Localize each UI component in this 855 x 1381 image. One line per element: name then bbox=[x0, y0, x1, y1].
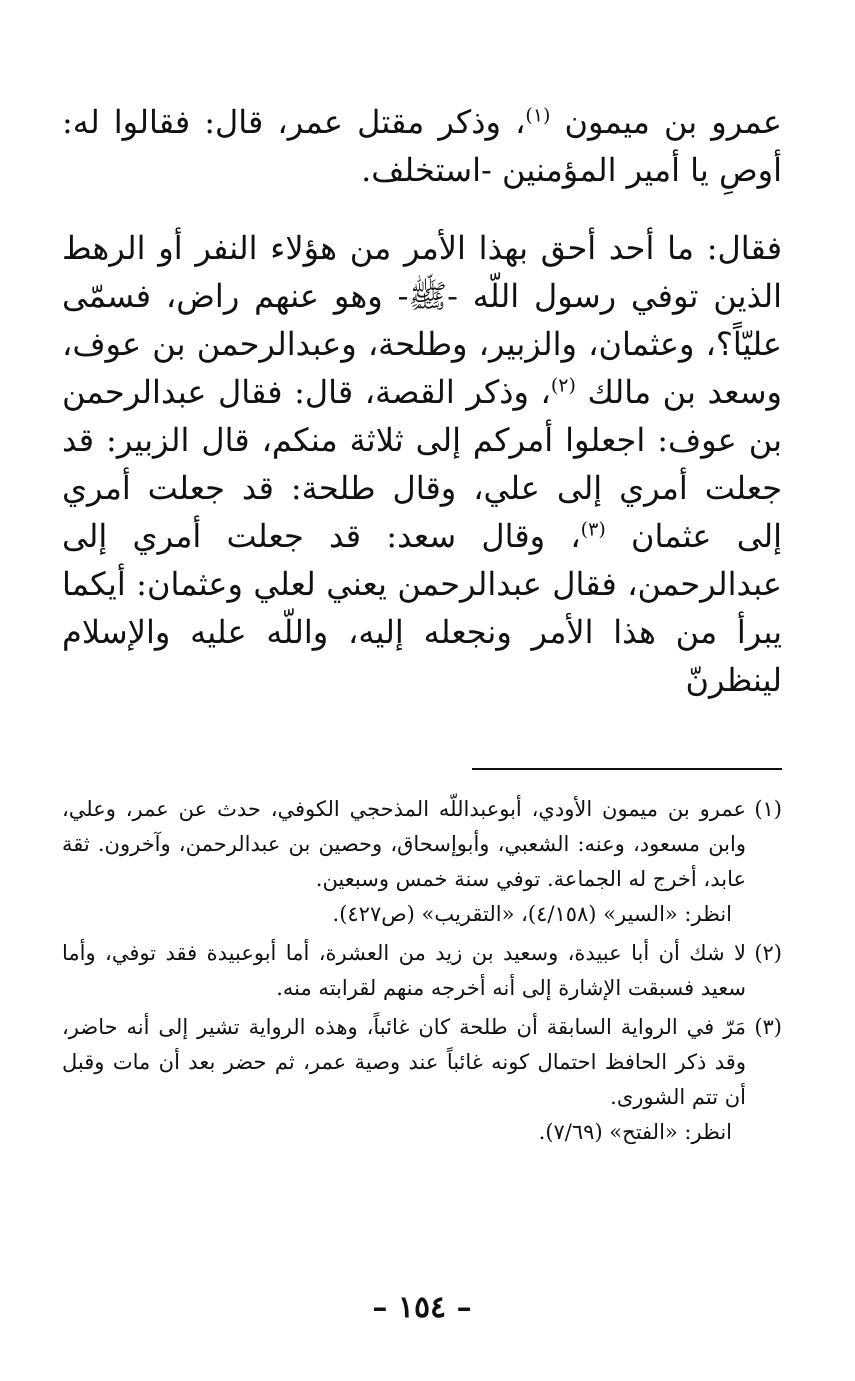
footnote-ref-1[interactable]: (١) bbox=[525, 104, 551, 127]
footnotes bbox=[62, 792, 782, 1154]
footnote-ref-3[interactable]: (٣) bbox=[580, 518, 606, 541]
main-text bbox=[62, 98, 782, 704]
footnote-2 bbox=[62, 936, 782, 1006]
footnote-text: لا شك أن أبا عبيدة، وسعيد بن زيد من العشرة، أما أبوعبيدة فقد توفي، وأما سعيد فسبقت الإشارة إلى أنه أخرجه منهم لقرابته منه. bbox=[62, 941, 746, 1000]
book-page bbox=[62, 0, 782, 1381]
paragraph-2 bbox=[62, 224, 782, 704]
page-number: – ١٥٤ – bbox=[372, 1290, 472, 1325]
paragraph-text: فقال: ما أحد أحق بهذا الأمر من هؤلاء النفر أو الرهط الذين توفي رسول اللّه -ﷺ- وهو عنهم راض، فسمّى عليّاً؟، وعثمان، والزبير، وطلحة، وعبدالرحمن بن عوف، وسعد بن مالك bbox=[62, 229, 783, 411]
footnote-text: عمرو بن ميمون الأودي، أبوعبداللّه المذحجي الكوفي، حدث عن عمر، وعلي، وابن مسعود، وعنه: الشعبي، وأبوإسحاق، وحصين بن عبدالرحمن، وآخرون. ثقة عابد، أخرج له الجماعة. توفي سنة خمس وسبعين. bbox=[62, 797, 746, 891]
footnote-number: (٣) bbox=[754, 1015, 782, 1039]
paragraph-text: عمرو بن ميمون bbox=[550, 103, 782, 141]
footnote-reference: انظر: «السير» (٤/١٥٨)، «التقريب» (ص٤٢٧). bbox=[332, 902, 732, 926]
paragraph-text: ، وذكر مقتل عمر، قال: فقالوا له: أوصِ يا أمير المؤمنين -استخلف. bbox=[62, 103, 782, 189]
footnote-number: (٢) bbox=[754, 941, 782, 965]
footnote-1 bbox=[62, 792, 782, 932]
paragraph-1 bbox=[62, 98, 782, 194]
footnote-divider bbox=[472, 768, 782, 770]
footnote-reference: انظر: «الفتح» (٧/٦٩). bbox=[538, 1120, 732, 1144]
paragraph-text: ، وقال سعد: قد جعلت أمري إلى عبدالرحمن، فقال عبدالرحمن يعني لعلي وعثمان: أيكما يبرأ من هذا الأمر ونجعله إليه، واللّه عليه والإسلام لينظرنّ bbox=[62, 517, 782, 699]
footnote-3 bbox=[62, 1010, 782, 1150]
paragraph-text: ، وذكر القصة، قال: فقال عبدالرحمن بن عوف: اجعلوا أمركم إلى ثلاثة منكم، قال الزبير: قد جعلت أمري إلى علي، وقال طلحة: قد جعلت أمري إلى عثمان bbox=[62, 373, 783, 555]
footnote-number: (١) bbox=[754, 797, 782, 821]
footnote-ref-2[interactable]: (٢) bbox=[550, 374, 576, 397]
footnote-text: مَرّ في الرواية السابقة أن طلحة كان غائباً، وهذه الرواية تشير إلى أنه حاضر، وقد ذكر الحافظ احتمال كونه غائباً عند وصية عمر، ثم حضر بعد أن مات وقبل أن تتم الشورى. bbox=[62, 1015, 746, 1109]
